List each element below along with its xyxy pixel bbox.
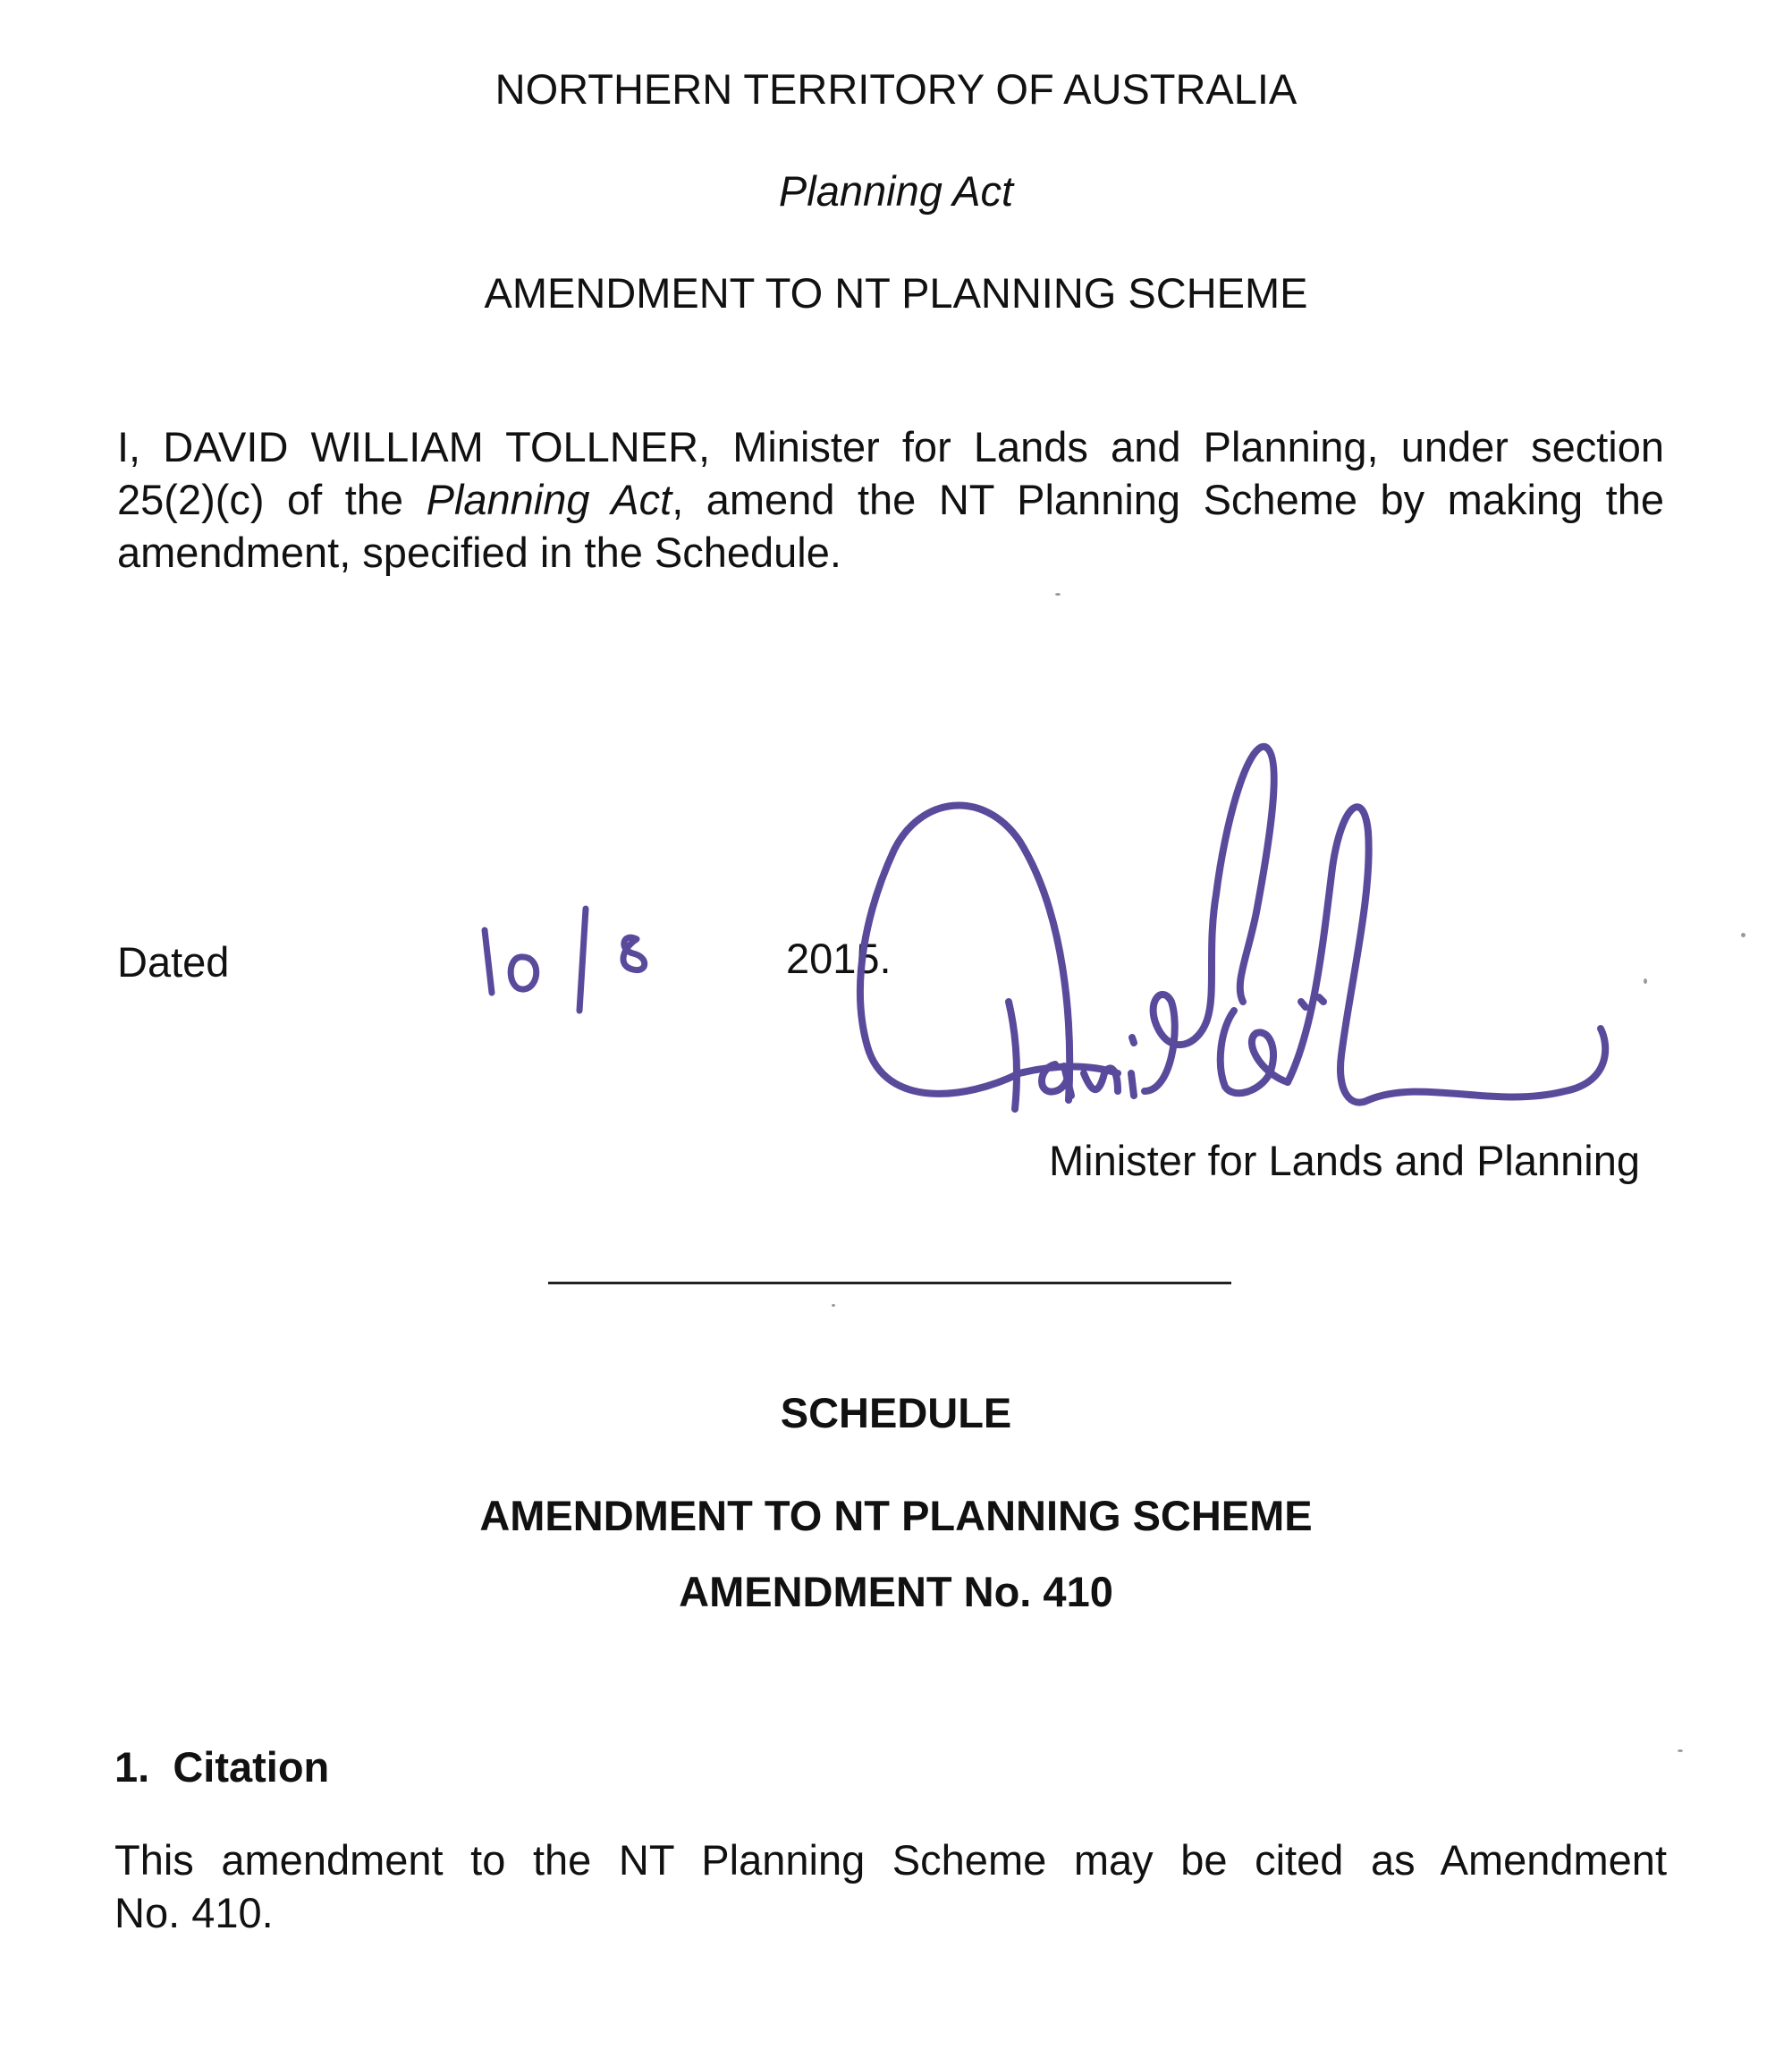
signatory-title: Minister for Lands and Planning bbox=[1049, 1137, 1641, 1184]
act-name-text: Planning Act bbox=[778, 167, 1014, 215]
scan-speck bbox=[1678, 1749, 1683, 1752]
dated-label: Dated bbox=[117, 938, 230, 986]
paragraph-line-2 bbox=[117, 473, 1664, 526]
scan-speck bbox=[1741, 933, 1746, 937]
paragraph-line-1: I, DAVID WILLIAM TOLLNER, Minister for Lands and Planning, under section bbox=[117, 423, 1664, 470]
scan-speck bbox=[832, 1304, 835, 1307]
citation-line-1: This amendment to the NT Planning Scheme may be cited as Amendment bbox=[114, 1836, 1667, 1884]
minister-signature bbox=[850, 733, 1627, 1145]
act-reference: Planning Act bbox=[426, 476, 672, 523]
paragraph-line-2-end: , amend the NT Planning Scheme by making the bbox=[672, 476, 1665, 523]
paragraph-line-2-start: 25(2)(c) of the bbox=[117, 476, 427, 523]
act-name bbox=[0, 166, 1792, 216]
schedule-heading: AMENDMENT TO NT PLANNING SCHEME bbox=[479, 1492, 1313, 1539]
schedule-title: SCHEDULE bbox=[780, 1389, 1012, 1436]
scan-speck bbox=[1055, 593, 1061, 596]
citation-line-2: No. 410. bbox=[114, 1889, 274, 1936]
handwritten-date bbox=[465, 903, 697, 1029]
dated-year: 2015. bbox=[786, 935, 892, 982]
instrument-paragraph bbox=[117, 420, 1664, 579]
territory-heading: NORTHERN TERRITORY OF AUSTRALIA bbox=[494, 65, 1298, 113]
divider-rule bbox=[548, 1282, 1231, 1284]
scan-speck bbox=[1644, 978, 1647, 984]
citation-paragraph bbox=[114, 1834, 1667, 1939]
amendment-number: AMENDMENT No. 410 bbox=[679, 1568, 1113, 1615]
paragraph-line-3: amendment, specified in the Schedule. bbox=[117, 529, 841, 576]
citation-heading: 1. Citation bbox=[114, 1743, 330, 1791]
amendment-heading: AMENDMENT TO NT PLANNING SCHEME bbox=[484, 269, 1308, 317]
